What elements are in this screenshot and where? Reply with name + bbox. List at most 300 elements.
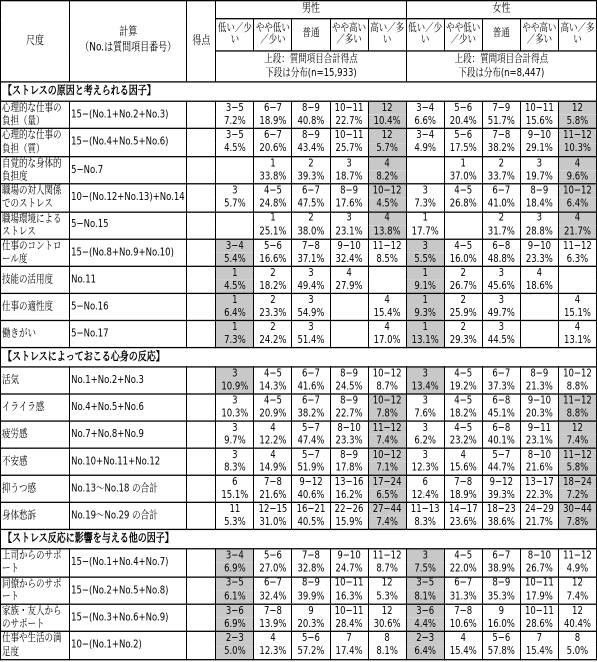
female-distribution: 7.4% [558,435,596,449]
male-distribution: 20.3% [292,618,330,632]
female-distribution: 13.4% [406,381,444,395]
male-score-range: 3−6 [216,604,254,618]
female-distribution: 7.6% [406,408,444,422]
section-title: 【ストレスの原因と考えられる因子】 [1,82,597,101]
male-score-range: 3−4 [216,239,254,253]
male-score-range: 6−7 [292,367,330,381]
male-score-range: 9−10 [330,239,368,253]
male-distribution: 54.9% [292,307,330,321]
scale-calc: No.10+No.11+No.12 [70,448,187,475]
male-score-range: 8 [368,632,406,646]
male-distribution: 17.4% [330,646,368,660]
male-score-range: 5−6 [292,632,330,646]
male-score-range: 7−8 [254,476,292,490]
female-distribution: 17.5% [444,143,482,157]
female-score-range: 4 [444,632,482,646]
score-cell [187,129,216,157]
male-score-range: 8−9 [292,101,330,115]
male-distribution: 37.1% [292,253,330,267]
female-distribution: 9.6% [558,170,596,184]
male-distribution [216,225,254,239]
female-score-range: 2 [444,267,482,281]
female-distribution: 31.7% [482,225,520,239]
female-score-range: 14−17 [444,503,482,517]
male-distribution: 25.7% [330,143,368,157]
female-score-range: 11−12 [558,448,596,462]
male-score-range: 3 [216,367,254,381]
female-score-range: 2 [444,294,482,308]
female-distribution: 20.4% [444,115,482,129]
male-distribution: 24.7% [330,563,368,577]
female-distribution: 29.1% [520,143,558,157]
male-distribution: 40.8% [292,115,330,129]
female-score-range: 8−10 [520,549,558,563]
score-cell [187,394,216,421]
male-distribution: 24.8% [254,198,292,212]
male-distribution: 22.7% [330,115,368,129]
male-distribution: 17.0% [368,334,406,348]
male-score-range: 27−44 [368,503,406,517]
female-score-range: 11−12 [558,129,596,143]
female-score-range: 6−7 [482,184,520,198]
male-distribution: 38.2% [292,408,330,422]
female-score-range: 30−44 [558,503,596,517]
male-distribution: 6.1% [216,590,254,604]
male-distribution: 6.9% [216,618,254,632]
male-note-line1: 上段：質問項目合計得点 [264,53,358,67]
female-score-range: 11−13 [406,503,444,517]
female-distribution: 31.3% [444,590,482,604]
female-score-range: 4−5 [444,239,482,253]
female-score-range: 4−5 [444,549,482,563]
female-distribution: 10.3% [558,143,596,157]
female-score-range [520,294,558,308]
female-score-range: 3 [482,267,520,281]
scale-name: 抑うつ感 [1,476,70,503]
female-distribution: 44.5% [482,334,520,348]
male-distribution: 10.3% [216,408,254,422]
male-score-range: 2 [292,212,330,226]
male-score-range: 10−12 [368,184,406,198]
female-distribution: 10.6% [444,618,482,632]
score-cell [187,577,216,605]
male-distribution: 31.0% [254,516,292,530]
male-score-range: 2−3 [216,632,254,646]
female-score-range: 3 [520,212,558,226]
female-score-range [520,321,558,335]
female-distribution: 16.0% [444,253,482,267]
female-score-range: 4−5 [444,367,482,381]
female-score-range: 3 [406,239,444,253]
scale-calc: 10−(No.1+No.2) [70,632,187,660]
male-score-range: 1 [216,321,254,335]
female-score-range: 1 [444,156,482,170]
female-score-range: 5−7 [482,448,520,462]
scale-name: 同僚からのサポート [1,577,70,605]
male-score-range: 8−10 [330,421,368,435]
female-score-range: 7 [520,632,558,646]
male-distribution: 6.5% [368,489,406,503]
male-score-range: 3 [216,394,254,408]
male-distribution: 51.9% [292,462,330,476]
male-distribution: 25.1% [254,225,292,239]
male-level-header: 低い／少い [216,19,254,51]
female-distribution: 5.8% [558,115,596,129]
male-score-range: 12 [368,129,406,143]
female-distribution: 8.3% [406,516,444,530]
female-distribution: 33.7% [482,170,520,184]
female-score-range: 4 [520,267,558,281]
female-score-range: 2 [482,156,520,170]
male-distribution: 39.3% [292,170,330,184]
male-score-range: 17−24 [368,476,406,490]
male-distribution: 16.3% [330,590,368,604]
female-score-range: 10−12 [558,184,596,198]
male-score-range: 11 [216,503,254,517]
male-distribution: 15.4% [368,307,406,321]
male-distribution: 23.1% [330,225,368,239]
male-distribution: 8.5% [368,253,406,267]
male-distribution: 17.6% [330,198,368,212]
female-score-range: 12 [558,421,596,435]
male-score-range: 2 [254,267,292,281]
male-distribution: 22.7% [330,408,368,422]
male-score-range: 12−15 [254,503,292,517]
female-score-range: 4−5 [444,421,482,435]
female-score-range: 3−5 [406,577,444,591]
male-distribution: 8.2% [368,170,406,184]
male-score-range: 2 [292,156,330,170]
female-distribution: 12.4% [406,489,444,503]
male-note [216,51,406,82]
female-score-range: 7−8 [444,604,482,618]
scale-name: 自覚的な身体的負担度 [1,156,70,184]
female-distribution [520,307,558,321]
male-distribution [330,334,368,348]
male-distribution: 7.4% [368,435,406,449]
male-distribution: 5.3% [368,590,406,604]
female-score-range: 1 [406,321,444,335]
male-score-range: 3−5 [216,129,254,143]
female-score-range: 3−6 [406,604,444,618]
female-distribution: 21.7% [520,516,558,530]
female-distribution: 7.5% [406,563,444,577]
scale-name: 心理的な仕事の負担（量） [1,101,70,129]
female-score-range: 3−4 [406,129,444,143]
scale-name: 働きがい [1,321,70,348]
female-score-range: 6−7 [482,549,520,563]
male-distribution: 4.5% [216,280,254,294]
female-score-range: 5−6 [444,101,482,115]
male-score-range: 3 [330,156,368,170]
female-score-range: 9−11 [520,421,558,435]
male-distribution: 21.6% [254,489,292,503]
male-score-range: 3−5 [216,101,254,115]
score-cell [187,367,216,394]
scale-name: 仕事の適性度 [1,294,70,321]
female-score-range: 3 [406,394,444,408]
score-cell [187,294,216,321]
female-distribution: 29.3% [444,334,482,348]
scale-calc: No.13〜No.18 の合計 [70,476,187,503]
male-distribution: 6.4% [216,307,254,321]
scale-calc: 15−(No.1+No.4+No.7) [70,549,187,577]
score-cell [187,604,216,632]
male-distribution: 40.5% [292,516,330,530]
female-score-range: 4 [558,212,596,226]
male-score-range: 11−12 [368,549,406,563]
female-score-range: 7−9 [482,101,520,115]
male-distribution: 20.9% [254,408,292,422]
female-score-range: 3 [482,294,520,308]
female-distribution: 37.3% [482,381,520,395]
scale-calc: No.7+No.8+No.9 [70,421,187,448]
male-distribution: 30.6% [368,618,406,632]
female-score-range: 8−9 [482,577,520,591]
female-distribution: 18.6% [520,280,558,294]
male-distribution: 23.3% [254,307,292,321]
female-distribution: 19.7% [520,170,558,184]
female-distribution: 22.0% [444,563,482,577]
female-score-range: 9 [482,604,520,618]
male-distribution: 8.7% [368,563,406,577]
female-score-range [558,267,596,281]
score-cell [187,448,216,475]
male-distribution: 10.4% [368,115,406,129]
scale-calc: 10−(No.12+No.13)+No.14 [70,184,187,212]
male-distribution: 18.9% [254,115,292,129]
female-score-range: 4 [444,448,482,462]
female-distribution: 17.9% [520,590,558,604]
male-distribution [330,307,368,321]
male-distribution [368,280,406,294]
male-score-range: 6−7 [254,577,292,591]
male-score-range: 4 [368,321,406,335]
female-distribution: 45.6% [482,280,520,294]
male-score-range: 3 [292,267,330,281]
female-distribution [558,280,596,294]
male-distribution: 17.8% [330,462,368,476]
female-note-line2: 下段は分布(n=8,447) [458,66,545,80]
female-score-range: 3 [406,448,444,462]
female-score-range: 10−11 [520,604,558,618]
male-score-range: 3−5 [216,577,254,591]
female-score-range: 18−23 [482,503,520,517]
female-distribution: 39.3% [482,489,520,503]
female-score-range: 1 [406,212,444,226]
female-score-range: 5−6 [444,129,482,143]
male-distribution: 18.2% [254,280,292,294]
scale-calc: 15−(No.4+No.5+No.6) [70,129,187,157]
male-distribution: 6.9% [216,563,254,577]
score-cell [187,184,216,212]
section-title: 【ストレス反応に影響を与える他の因子】 [1,530,597,549]
male-distribution: 5.7% [216,198,254,212]
female-level-header: やや低い／少い [444,19,482,51]
male-score-range: 6 [216,476,254,490]
male-score-range: 5−6 [254,239,292,253]
male-distribution: 24.2% [254,334,292,348]
male-score-range [216,156,254,170]
male-distribution: 15.1% [216,489,254,503]
female-distribution: 6.2% [406,435,444,449]
female-score-range: 9−10 [520,129,558,143]
male-score-range: 2 [254,321,292,335]
female-distribution: 7.4% [558,590,596,604]
female-distribution: 5.0% [558,646,596,660]
female-distribution: 23.6% [444,516,482,530]
female-distribution [406,170,444,184]
female-distribution: 37.0% [444,170,482,184]
score-cell [187,321,216,348]
female-score-range: 18−24 [558,476,596,490]
male-score-range: 7 [330,632,368,646]
male-distribution: 15.9% [330,516,368,530]
male-distribution: 13.9% [254,618,292,632]
male-score-range: 3 [216,184,254,198]
male-score-range: 8−9 [292,129,330,143]
male-distribution: 33.8% [254,170,292,184]
female-distribution: 40.1% [482,435,520,449]
male-score-range: 9 [292,604,330,618]
male-score-range: 7−8 [292,549,330,563]
male-score-range: 10−12 [368,367,406,381]
male-score-range: 3−4 [216,549,254,563]
female-distribution: 15.6% [444,462,482,476]
female-distribution: 44.7% [482,462,520,476]
scale-calc: 15−(No.3+No.6+No.9) [70,604,187,632]
scale-calc: 15−(No.8+No.9+No.10) [70,239,187,267]
female-score-range: 3−4 [406,101,444,115]
female-distribution: 13.1% [406,334,444,348]
male-score-range: 4 [368,294,406,308]
female-score-range: 11−12 [558,394,596,408]
female-distribution: 7.3% [406,198,444,212]
male-note-line2: 下段は分布(n=15,933) [265,66,357,80]
scale-name: 技能の活用度 [1,267,70,294]
male-distribution: 7.4% [368,516,406,530]
male-distribution: 27.9% [330,280,368,294]
male-score-range: 8−9 [330,448,368,462]
female-distribution: 21.6% [520,462,558,476]
female-score-range: 10−12 [558,367,596,381]
female-distribution [520,334,558,348]
col-header-calc: 計算 （No.は質問項目番号） [70,1,187,82]
male-distribution: 32.4% [330,253,368,267]
male-distribution: 28.4% [330,618,368,632]
male-distribution: 10.9% [216,381,254,395]
section-title: 【ストレスによっておこる心身の反応】 [1,348,597,367]
female-distribution: 7.8% [558,516,596,530]
female-distribution: 15.4% [520,646,558,660]
male-score-range: 8−9 [292,577,330,591]
scale-name: イライラ感 [1,394,70,421]
female-score-range: 12 [558,604,596,618]
male-distribution: 49.4% [292,280,330,294]
female-score-range [444,212,482,226]
female-score-range: 7−8 [444,476,482,490]
female-score-range: 11−12 [558,239,596,253]
male-distribution: 12.3% [254,646,292,660]
male-score-range: 4−5 [254,184,292,198]
scale-name: 仕事のコントロール度 [1,239,70,267]
male-distribution: 32.4% [254,590,292,604]
scale-calc: No.11 [70,267,187,294]
male-score-range: 10−11 [330,577,368,591]
scale-calc: No.1+No.2+No.3 [70,367,187,394]
female-score-range: 3 [482,321,520,335]
female-distribution: 25.9% [444,307,482,321]
male-level-header: 高い／多い [368,19,406,51]
male-score-range: 12 [368,604,406,618]
female-score-range: 8−9 [520,367,558,381]
female-distribution: 38.9% [482,563,520,577]
female-distribution: 51.7% [482,115,520,129]
score-cell [187,239,216,267]
male-score-range: 7−8 [254,604,292,618]
female-distribution: 6.4% [406,646,444,660]
female-distribution: 23.3% [520,253,558,267]
female-score-range: 10−11 [520,577,558,591]
col-header-female: 女性 [406,1,596,19]
female-score-range: 4−5 [444,394,482,408]
male-score-range: 10−11 [330,604,368,618]
male-distribution: 8.3% [216,462,254,476]
male-distribution: 32.8% [292,563,330,577]
female-score-range: 4−5 [444,184,482,198]
male-score-range: 5−6 [254,549,292,563]
scale-name: 活気 [1,367,70,394]
female-score-range: 1 [406,294,444,308]
male-score-range: 10−12 [368,394,406,408]
female-distribution: 16.0% [482,618,520,632]
male-score-range: 5−7 [292,448,330,462]
female-score-range: 3 [406,421,444,435]
male-score-range [330,294,368,308]
male-distribution: 47.5% [292,198,330,212]
female-distribution: 22.3% [520,489,558,503]
male-distribution: 14.3% [254,381,292,395]
male-score-range: 10−12 [368,448,406,462]
male-score-range: 12 [368,577,406,591]
female-score-range: 3 [406,184,444,198]
male-score-range: 9−12 [292,476,330,490]
female-score-range: 2−3 [406,632,444,646]
female-distribution: 6.4% [558,198,596,212]
scale-calc: 5−No.15 [70,212,187,240]
female-distribution: 20.3% [520,408,558,422]
male-distribution: 23.3% [330,435,368,449]
male-distribution: 39.9% [292,590,330,604]
male-score-range: 1 [216,267,254,281]
male-level-header: やや高い／多い [330,19,368,51]
female-distribution: 23.1% [520,435,558,449]
male-score-range: 6−7 [292,184,330,198]
female-distribution: 15.4% [444,646,482,660]
female-distribution: 23.2% [444,435,482,449]
female-distribution [444,225,482,239]
male-distribution: 13.8% [368,225,406,239]
female-distribution: 26.7% [520,563,558,577]
male-score-range: 3 [292,321,330,335]
female-distribution: 8.8% [558,381,596,395]
female-distribution: 21.7% [558,225,596,239]
female-distribution: 38.2% [482,143,520,157]
female-distribution: 49.7% [482,307,520,321]
female-distribution: 19.2% [444,381,482,395]
female-score-range: 3 [406,549,444,563]
female-score-range: 8−10 [520,448,558,462]
